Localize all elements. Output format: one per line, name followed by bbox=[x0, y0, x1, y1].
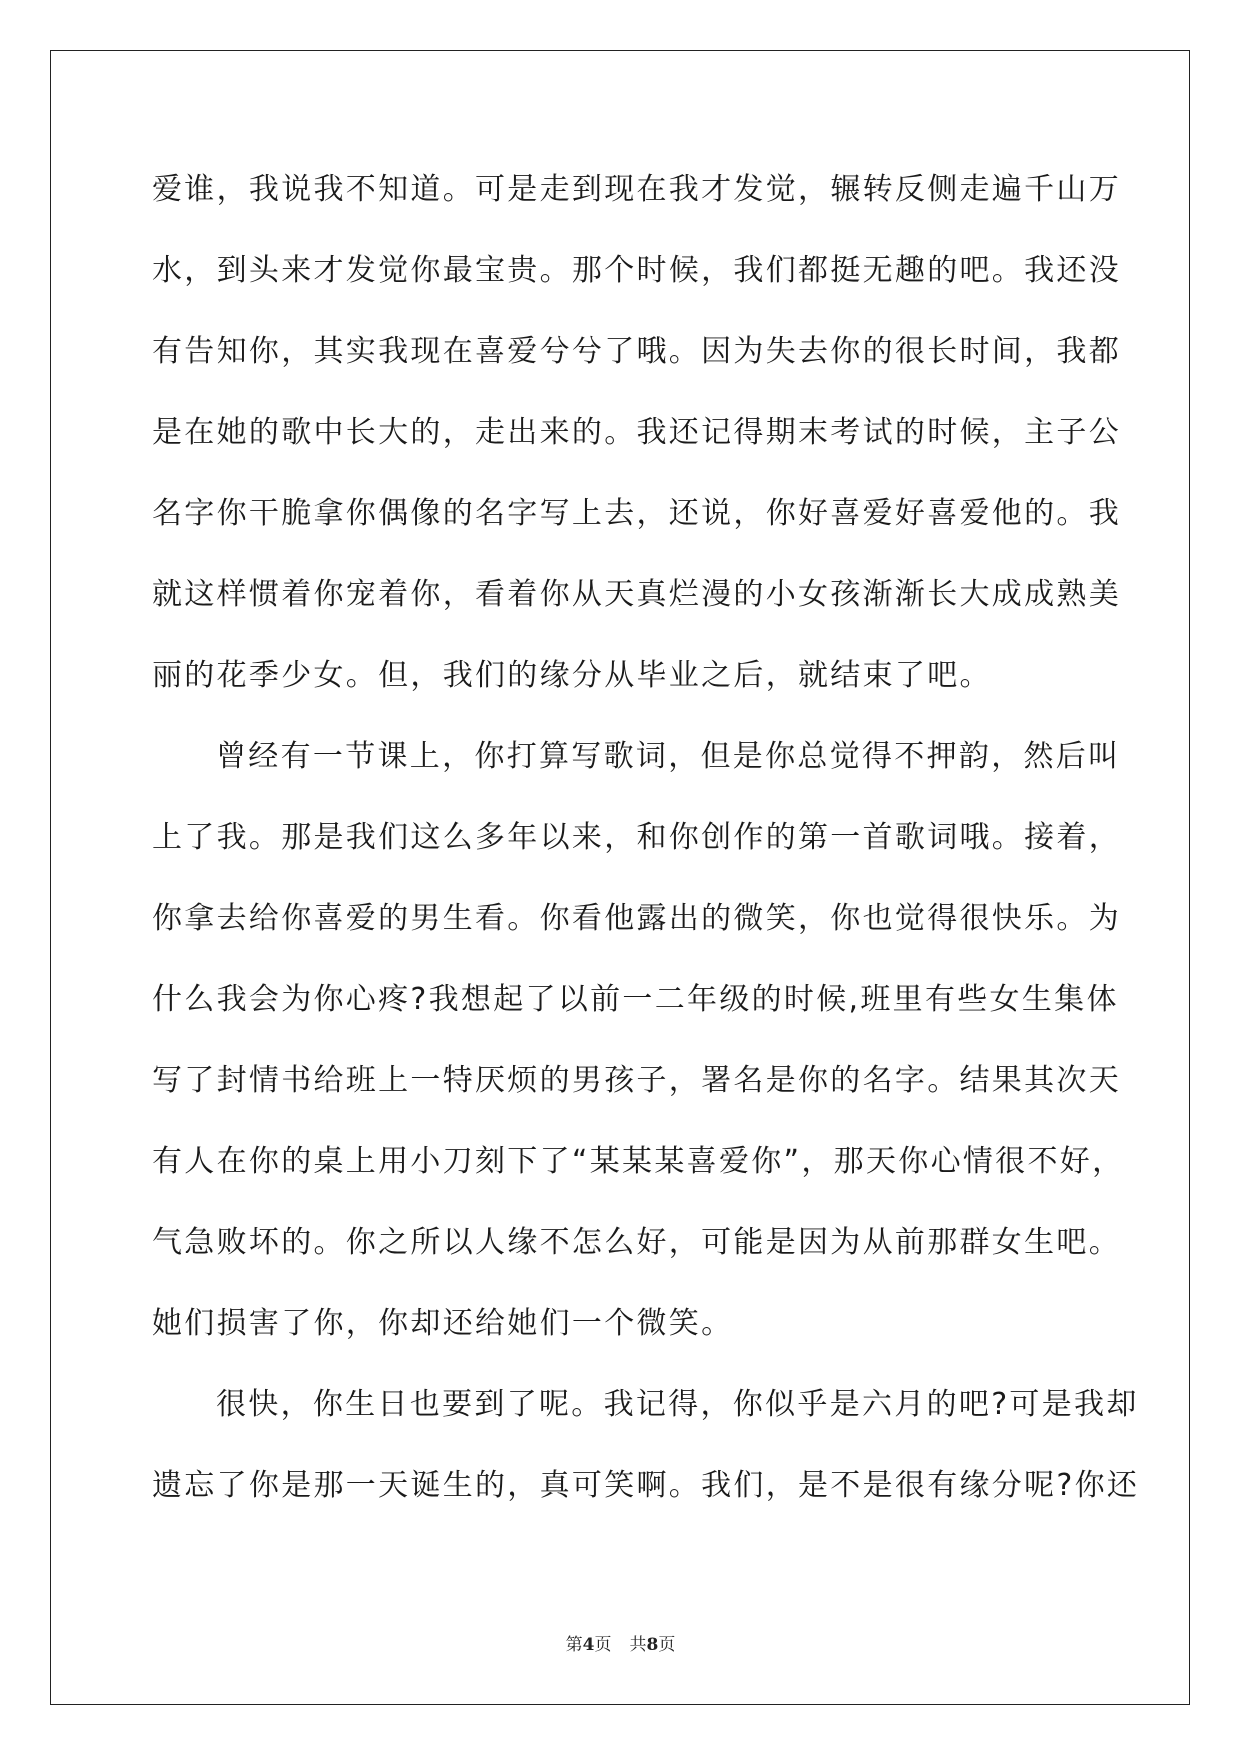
text-line: 有告知你，其实我现在喜爱兮兮了哦。因为失去你的很长时间，我都 bbox=[152, 334, 1121, 369]
page-footer bbox=[0, 1630, 1241, 1655]
text-line: 什么我会为你心疼?我想起了以前一二年级的时候,班里有些女生集体 bbox=[152, 982, 1119, 1017]
text-line: 就这样惯着你宠着你，看着你从天真烂漫的小女孩渐渐长大成成熟美 bbox=[152, 577, 1121, 612]
footer-total-prefix: 共 bbox=[629, 1635, 647, 1655]
text-line: 遗忘了你是那一天诞生的，真可笑啊。我们，是不是很有缘分呢?你还 bbox=[152, 1468, 1140, 1503]
paragraph bbox=[152, 1365, 1140, 1527]
text-line: 很快，你生日也要到了呢。我记得，你似乎是六月的吧?可是我却 bbox=[216, 1387, 1139, 1422]
text-line: 上了我。那是我们这么多年以来，和你创作的第一首歌词哦。接着， bbox=[152, 820, 1121, 855]
text-line: 爱谁，我说我不知道。可是走到现在我才发觉，辗转反侧走遍千山万 bbox=[152, 172, 1121, 207]
total-pages-number: 8 bbox=[646, 1635, 659, 1655]
current-page-number: 4 bbox=[582, 1635, 595, 1655]
text-line: 名字你干脆拿你偶像的名字写上去，还说，你好喜爱好喜爱他的。我 bbox=[152, 496, 1121, 531]
document-body bbox=[152, 150, 1140, 1527]
paragraph bbox=[152, 150, 1121, 717]
footer-page-suffix: 页 bbox=[594, 1635, 612, 1655]
footer-total-suffix: 页 bbox=[658, 1635, 676, 1655]
text-line: 曾经有一节课上，你打算写歌词，但是你总觉得不押韵，然后叫 bbox=[216, 739, 1121, 774]
text-line: 她们损害了你，你却还给她们一个微笑。 bbox=[152, 1306, 734, 1341]
text-line: 水，到头来才发觉你最宝贵。那个时候，我们都挺无趣的吧。我还没 bbox=[152, 253, 1121, 288]
text-line: 有人在你的桌上用小刀刻下了“某某某喜爱你”，那天你心情很不好， bbox=[152, 1144, 1125, 1179]
text-line: 是在她的歌中长大的，走出来的。我还记得期末考试的时候，主子公 bbox=[152, 415, 1121, 450]
text-line: 气急败坏的。你之所以人缘不怎么好，可能是因为从前那群女生吧。 bbox=[152, 1225, 1121, 1260]
paragraph bbox=[152, 717, 1125, 1365]
text-line: 丽的花季少女。但，我们的缘分从毕业之后，就结束了吧。 bbox=[152, 658, 992, 693]
footer-prefix: 第 bbox=[565, 1635, 583, 1655]
text-line: 你拿去给你喜爱的男生看。你看他露出的微笑，你也觉得很快乐。为 bbox=[152, 901, 1121, 936]
text-line: 写了封情书给班上一特厌烦的男孩子，署名是你的名字。结果其次天 bbox=[152, 1063, 1121, 1098]
